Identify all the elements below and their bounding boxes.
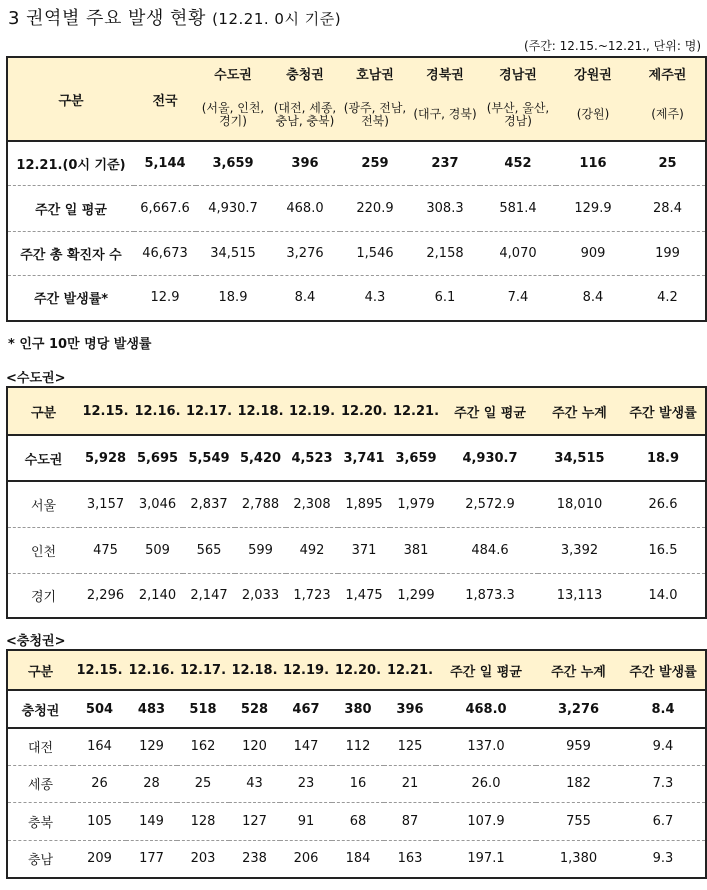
table-cell: 371 [338, 527, 390, 573]
column-header: 12.19. [280, 650, 332, 690]
table-cell: 6.1 [410, 275, 480, 321]
chung-table [6, 649, 707, 879]
table-cell: 128 [177, 802, 229, 840]
row-label: 수도권 [7, 435, 79, 481]
table-cell: 4.3 [340, 275, 410, 321]
column-header: 12.20. [338, 387, 390, 435]
table-cell: 18.9 [196, 275, 270, 321]
table-cell: 468.0 [270, 185, 340, 231]
table-cell: 13,113 [538, 573, 621, 618]
table-cell: 147 [293, 739, 319, 755]
table-cell: 5,695 [132, 435, 183, 481]
table-cell: 220.9 [340, 185, 410, 231]
region-name: 제주권 [648, 68, 687, 83]
table-cell: 164 [87, 739, 112, 755]
table-cell: 2,572.9 [465, 496, 515, 512]
footnote: * 인구 10만 명당 발생률 [8, 337, 152, 352]
table-cell: 16 [332, 765, 384, 802]
table-cell: 2,308 [293, 496, 331, 512]
region-name: 경남권 [499, 68, 537, 83]
table-cell: 116 [556, 141, 630, 185]
table-cell: 909 [556, 231, 630, 275]
row-label: 주간 일 평균 [7, 185, 134, 231]
table-cell: 26.0 [436, 765, 536, 802]
table-cell: 381 [390, 527, 442, 573]
table-cell: 199 [630, 231, 706, 275]
column-header: 12.17. [183, 387, 235, 435]
table-cell: 509 [132, 527, 183, 573]
section-label-chung: <충청권> [6, 634, 66, 649]
table-cell: 467 [280, 690, 332, 728]
total-row [7, 690, 706, 728]
table-cell: 483 [126, 690, 177, 728]
title-sub: (12.21. 0시 기준) [212, 10, 342, 28]
column-header: 주간 누계 [538, 387, 621, 435]
table-cell: 162 [190, 739, 216, 755]
table-cell: 127 [229, 802, 280, 840]
table-cell: 28.4 [630, 185, 706, 231]
table-cell: 5,144 [134, 141, 196, 185]
table-cell: 34,515 [196, 231, 270, 275]
region-name: 수도권 [214, 68, 252, 83]
table-cell: 137.0 [467, 739, 505, 755]
table-cell: 1,299 [390, 573, 442, 618]
column-header: 12.17. [177, 650, 229, 690]
region-sub: (대전, 세종, 충남, 충북) [273, 100, 337, 128]
column-header: 주간 일 평균 [436, 650, 536, 690]
column-header: 12.16. [132, 387, 183, 435]
table-cell: 120 [242, 739, 267, 755]
table-cell: 259 [340, 141, 410, 185]
table-cell: 129.9 [556, 185, 630, 231]
row-label: 세종 [7, 765, 73, 802]
table-cell: 581.4 [480, 185, 556, 231]
column-header: 12.21. [384, 650, 436, 690]
table-cell: 238 [229, 840, 280, 878]
table-cell: 105 [73, 802, 126, 840]
column-header: 12.18. [229, 650, 280, 690]
table-cell: 18,010 [556, 496, 603, 512]
table-cell: 112 [345, 739, 371, 755]
table-cell: 475 [79, 527, 132, 573]
table-cell: 237 [410, 141, 480, 185]
table-cell: 3,741 [338, 435, 390, 481]
table-cell: 9.4 [652, 739, 674, 755]
row-label: 주간 총 확진자 수 [7, 231, 134, 275]
table-cell: 3,276 [270, 231, 340, 275]
table-cell: 209 [73, 840, 126, 878]
column-header: 12.15. [73, 650, 126, 690]
summary-corner: 구분 [58, 93, 84, 109]
column-header: 12.21. [390, 387, 442, 435]
table-cell: 504 [73, 690, 126, 728]
column-header: 주간 일 평균 [442, 387, 538, 435]
column-header: 구분 [7, 387, 79, 435]
table-row [7, 765, 706, 802]
title-main: 3 권역별 주요 발생 현황 [8, 8, 206, 29]
region-sub: (광주, 전남, 전북) [343, 100, 407, 128]
column-header: 12.16. [126, 650, 177, 690]
section-label-sudo: <수도권> [6, 371, 66, 386]
table-cell: 34,515 [538, 435, 621, 481]
table-cell: 3,276 [536, 690, 621, 728]
table-cell: 2,158 [410, 231, 480, 275]
table-cell: 5,420 [235, 435, 286, 481]
row-label: 주간 발생률* [7, 275, 134, 321]
table-cell: 206 [280, 840, 332, 878]
table-cell: 5,549 [183, 435, 235, 481]
table-row [7, 840, 706, 878]
table-cell: 125 [397, 739, 423, 755]
table-cell: 23 [280, 765, 332, 802]
summary-row [7, 231, 706, 275]
region-sub: (부산, 울산, 경남) [486, 100, 550, 128]
table-cell: 484.6 [442, 527, 538, 573]
table-cell: 4,523 [286, 435, 338, 481]
table-cell: 7.4 [480, 275, 556, 321]
table-cell: 18.9 [621, 435, 706, 481]
region-name: 충청권 [286, 68, 324, 83]
table-cell: 468.0 [436, 690, 536, 728]
table-cell: 3,157 [86, 496, 125, 512]
region-name: 호남권 [356, 68, 394, 83]
table-cell: 129 [139, 739, 164, 755]
column-header: 구분 [7, 650, 73, 690]
table-cell: 28 [126, 765, 177, 802]
table-cell: 4,070 [480, 231, 556, 275]
table-cell: 528 [229, 690, 280, 728]
region-name: 강원권 [574, 68, 612, 83]
table-cell: 3,659 [196, 141, 270, 185]
table-row [7, 527, 706, 573]
row-label: 인천 [7, 527, 79, 573]
table-row [7, 573, 706, 618]
sudo-table [6, 386, 707, 619]
table-cell: 2,033 [235, 573, 286, 618]
table-cell: 14.0 [621, 573, 706, 618]
region-sub: (제주) [651, 107, 684, 121]
table-cell: 2,140 [132, 573, 183, 618]
column-header: 주간 발생률 [621, 650, 706, 690]
table-cell: 46,673 [134, 231, 196, 275]
total-row [7, 435, 706, 481]
table-cell: 959 [566, 739, 591, 755]
table-cell: 6,667.6 [134, 185, 196, 231]
table-cell: 518 [177, 690, 229, 728]
table-cell: 380 [332, 690, 384, 728]
table-cell: 3,659 [390, 435, 442, 481]
column-header: 주간 발생률 [621, 387, 706, 435]
table-cell: 2,147 [183, 573, 235, 618]
table-cell: 8.4 [621, 690, 706, 728]
table-cell: 4.2 [630, 275, 706, 321]
column-header: 12.15. [79, 387, 132, 435]
column-header: 12.19. [286, 387, 338, 435]
row-label: 경기 [7, 573, 79, 618]
table-cell: 1,380 [536, 840, 621, 878]
table-cell: 8.4 [556, 275, 630, 321]
table-cell: 26.6 [648, 496, 678, 512]
table-cell: 6.7 [621, 802, 706, 840]
table-cell: 3,046 [138, 496, 177, 512]
table-cell: 5,928 [79, 435, 132, 481]
table-cell: 755 [536, 802, 621, 840]
table-cell: 163 [384, 840, 436, 878]
table-cell: 1,873.3 [442, 573, 538, 618]
table-cell: 12.9 [134, 275, 196, 321]
table-cell: 1,475 [338, 573, 390, 618]
column-header: 12.18. [235, 387, 286, 435]
row-label: 충북 [7, 802, 73, 840]
header-row [7, 650, 706, 690]
row-label: 충청권 [7, 690, 73, 728]
summary-row [7, 185, 706, 231]
page-title [8, 4, 341, 30]
summary-row [7, 275, 706, 321]
table-cell: 87 [384, 802, 436, 840]
table-cell: 1,895 [345, 496, 383, 512]
table-cell: 7.3 [621, 765, 706, 802]
table-cell: 396 [270, 141, 340, 185]
table-cell: 3,392 [538, 527, 621, 573]
table-cell: 25 [630, 141, 706, 185]
table-cell: 149 [126, 802, 177, 840]
unit-note: (주간: 12.15.~12.21., 단위: 명) [523, 39, 701, 53]
column-header: 주간 누계 [536, 650, 621, 690]
regional-summary-table [6, 56, 707, 322]
table-cell: 4,930.7 [196, 185, 270, 231]
table-cell: 16.5 [621, 527, 706, 573]
table-cell: 182 [536, 765, 621, 802]
table-cell: 203 [177, 840, 229, 878]
row-label: 서울 [30, 498, 57, 514]
table-cell: 2,837 [190, 496, 228, 512]
table-row [7, 728, 706, 765]
table-cell: 599 [235, 527, 286, 573]
table-cell: 26 [73, 765, 126, 802]
table-cell: 1,723 [286, 573, 338, 618]
row-label: 충남 [7, 840, 73, 878]
table-cell: 91 [280, 802, 332, 840]
table-cell: 184 [332, 840, 384, 878]
row-label: 대전 [27, 741, 54, 757]
table-cell: 2,296 [79, 573, 132, 618]
table-cell: 43 [229, 765, 280, 802]
table-cell: 2,788 [241, 496, 280, 512]
table-cell: 197.1 [436, 840, 536, 878]
table-cell: 492 [286, 527, 338, 573]
table-cell: 68 [332, 802, 384, 840]
table-cell: 1,979 [397, 496, 435, 512]
region-sub: (서울, 인천, 경기) [201, 100, 265, 128]
table-cell: 565 [183, 527, 235, 573]
summary-header-row [7, 57, 706, 89]
table-cell: 452 [480, 141, 556, 185]
table-cell: 4,930.7 [442, 435, 538, 481]
table-cell: 9.3 [621, 840, 706, 878]
header-row [7, 387, 706, 435]
region-sub: (대구, 경북) [413, 107, 477, 121]
col-national: 전국 [152, 93, 178, 109]
table-cell: 107.9 [436, 802, 536, 840]
summary-row [7, 141, 706, 185]
column-header: 12.20. [332, 650, 384, 690]
table-row [7, 802, 706, 840]
table-row [7, 481, 706, 527]
region-sub: (강원) [576, 107, 610, 121]
row-label: 12.21.(0시 기준) [7, 141, 134, 185]
table-cell: 177 [126, 840, 177, 878]
table-cell: 21 [384, 765, 436, 802]
table-cell: 396 [384, 690, 436, 728]
table-cell: 8.4 [270, 275, 340, 321]
region-name: 경북권 [426, 68, 464, 83]
table-cell: 25 [177, 765, 229, 802]
table-cell: 1,546 [340, 231, 410, 275]
table-cell: 308.3 [410, 185, 480, 231]
